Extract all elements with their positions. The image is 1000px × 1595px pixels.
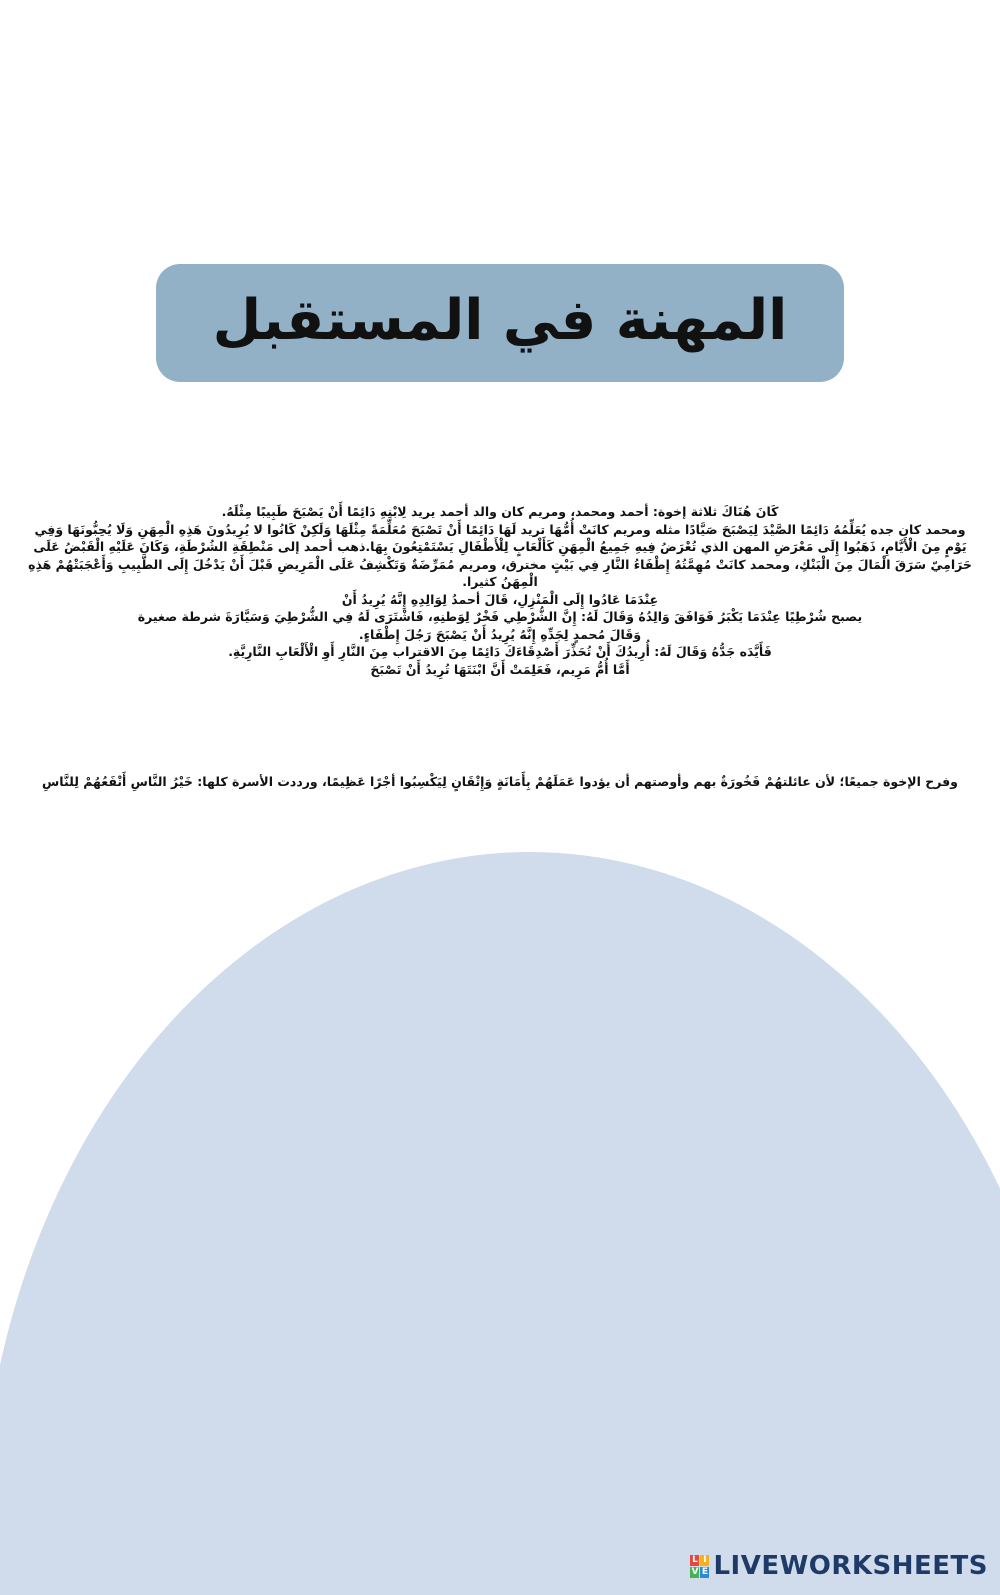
story-text <box>8 503 992 678</box>
story-line: ومحمد كان جده يُعَلِّمُهُ دَائِمًا الصَّيْدَ لِيَصْبَحَ صَيَّادًا مثله ومريم كانَتْ أُمُّهَا تريد لَهَا دَائِمًا أَنْ تَصْبَحَ مُعَلِّمَةً مِثْلَهَا وَلَكِنْ كَانُوا لا يُرِيدُونَ هَذِهِ الْمِهَنِ وَلَا يُحِبُّونَهَا وَفِي <box>34 521 966 537</box>
story-line: حَرَامِيّ سَرَقَ الْمَالَ مِنَ الْبَنْكِ، ومحمد كانَتْ مُهِمَّتُهُ إِطْفَاءُ النَّارِ فِي بَيْتٍ مخترق، ومريم مُمَرِّضَةٌ وَتَكْشِفُ عَلَى الْمَرِيضِ قَبْلَ أَنْ يَدْخُلَ إِلَى الطَّبِيبِ وَأَعْجَبَتْهُمْ هَذِهِ <box>28 556 972 572</box>
story-line: كَانَ هُنَاكَ ثلاثة إخوة: أحمد ومحمد، ومريم كان والد أحمد يريد لِابْنِهِ دَائِمًا أَنْ يَصْبَحَ طَبِيبًا مِثْلَهُ. <box>221 504 779 519</box>
title-banner <box>156 264 844 382</box>
background-arch-shape <box>0 852 1000 1595</box>
closing-paragraph: وفرح الإخوة جميعًا؛ لأن عائلتهُمْ فَخُورَةٌ بهم وأوصتهم أن يؤدوا عَمَلَهُمْ بِأَمَانَةٍ وَإِتْقَانٍ لِيَكْسِبُوا أجْرًا عَظِيمًا، ورددت الأسرة كلها: خَيْرُ النَّاسِ أَنْفَعُهُمْ لِلنَّاسِ <box>42 774 958 789</box>
logo-wordmark: LIVEWORKSHEETS <box>713 1551 988 1581</box>
logo-letter: L <box>692 1554 698 1565</box>
logo-letter: E <box>701 1566 709 1577</box>
liveworksheets-logo-icon <box>690 1555 709 1578</box>
story-line: أَمَّا أُمُّ مَرِيم، فَعَلِمَتْ أَنَّ ابْنَتَهَا تُرِيدُ أَنْ تَصْبَحَ <box>370 661 630 677</box>
story-line: وَقَالَ مُحمدٍ لِجَدِّهِ إِنَّهُ يُرِيدُ أَنْ يَصْبَحَ رَجُلَ إِطْفَاءٍ. <box>358 626 642 642</box>
page-title: المهنة في المستقبل <box>212 287 788 353</box>
logo-letter: V <box>691 1566 699 1577</box>
story-line: عِنْدَمَا عَادُوا إِلَى الْمَنْزِلِ، قَالَ أحمدُ لِوَالِدِهِ إِنَّهُ يُرِيدُ أَنْ <box>341 591 659 607</box>
story-line: يَوْمٍ مِنَ الْأَيَّامِ، ذَهَبُوا إِلَى مَعْرَضِ المهن الذي تُعْرَضُ فِيهِ جَمِيعُ الْمِهَنِ كَأَلْعَابٍ لِلْأَطْفَالِ يَسْتَمْتِعُونَ بِهَا.ذهب أحمد إلى مَنْطِقَةِ الشُرْطَةِ، وَكَانَ عَلَيْهِ الْقَبْضُ عَلَى <box>33 539 967 554</box>
liveworksheets-logo <box>690 1551 988 1581</box>
story-line: يصبح شُرْطِيًا عِنْدَمَا يَكْبَرُ فَوَافَقَ وَالِدُهُ وَقَالَ لَهُ: إِنَّ الشُّرْطِي فَخْرٌ لِوَطنِهِ، فَاشْتَرَى لَهُ فِي الشُّرْطِيَ وَسَيَّارَةَ شرطة صغيرة <box>137 609 863 624</box>
story-line: فَأَيَّدَه جَدُّهُ وَقَالَ لَهُ: أُرِيدُكَ أَنْ تُحَذِّرَ أَصْدِقَاءَكَ دَائِمًا مِنَ الاقتراب مِنَ النَّارِ أَوِ الْأَلْعَابِ النَّارِيَّةِ. <box>228 644 772 659</box>
story-line: الْمِهَنُ كثيرا. <box>462 574 538 589</box>
logo-letter: I <box>700 1555 709 1566</box>
